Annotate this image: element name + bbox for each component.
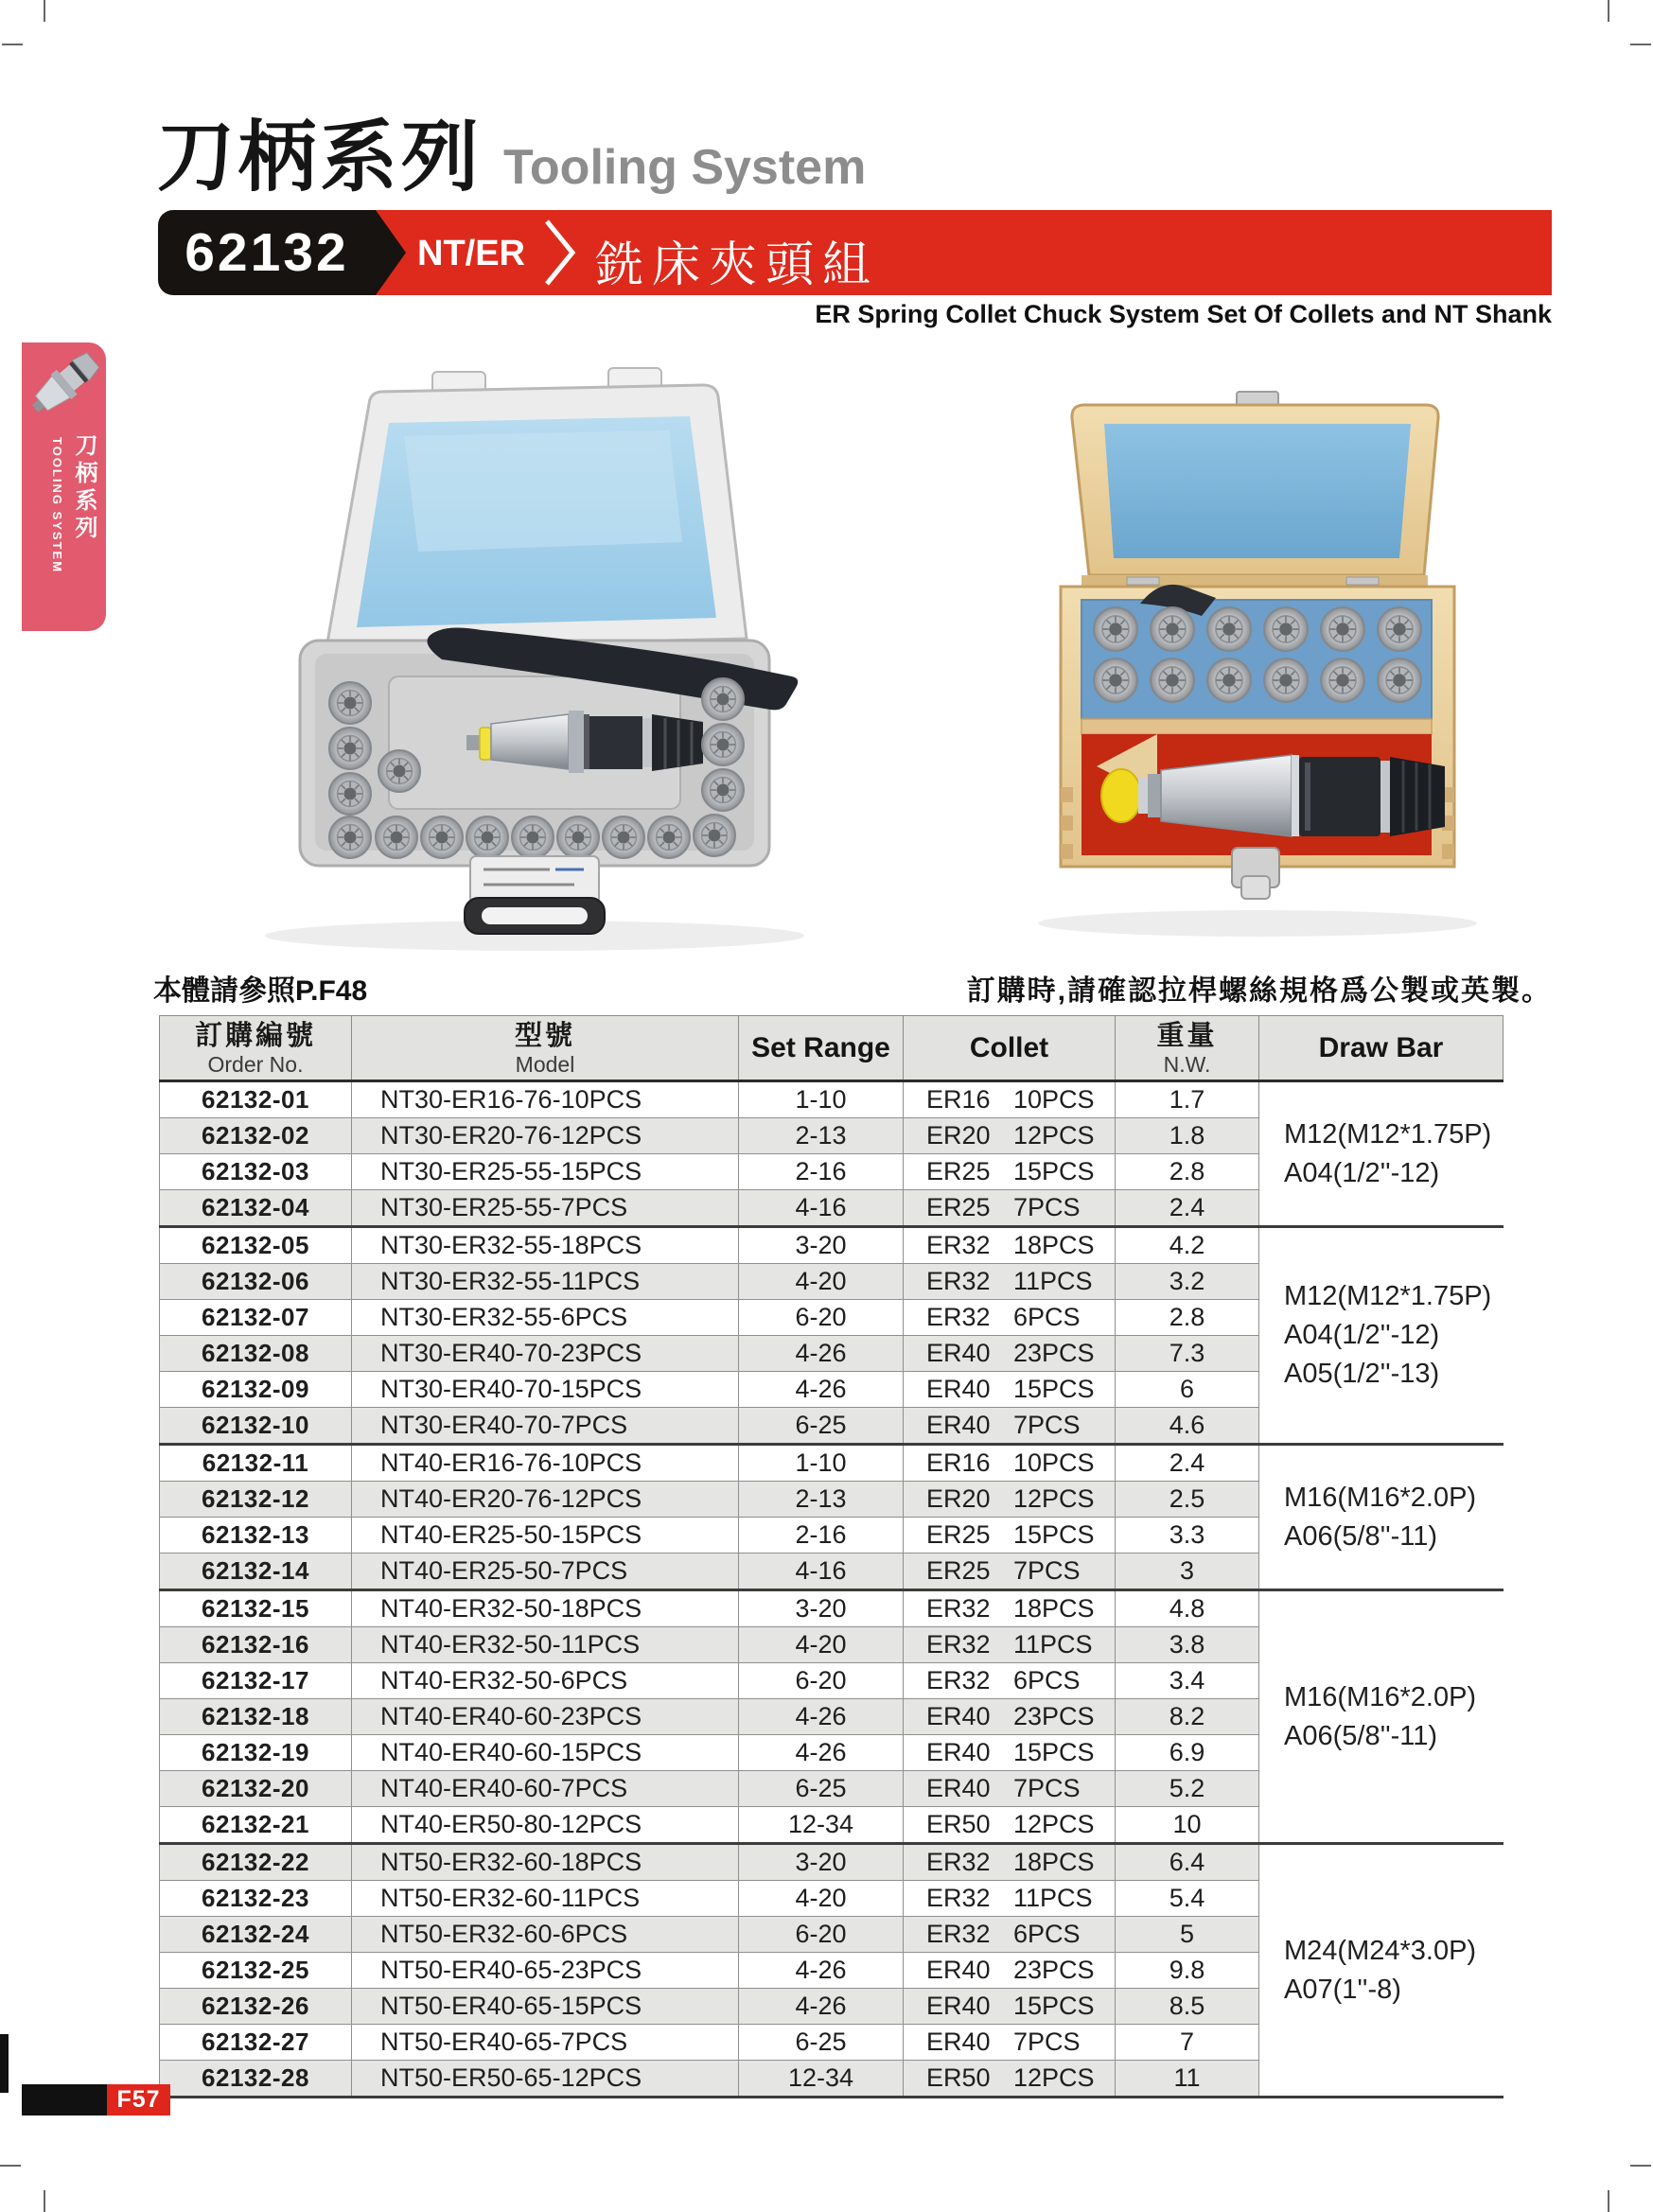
cell-nw: 3.8: [1116, 1627, 1259, 1663]
cell-model: NT50-ER32-60-6PCS: [352, 1917, 739, 1953]
cell-nw: 4.6: [1116, 1408, 1259, 1445]
cell-range: 6-25: [739, 2025, 904, 2061]
cell-order: 62132-27: [160, 2025, 352, 2061]
cell-model: NT40-ER40-60-23PCS: [352, 1699, 739, 1735]
cell-collet: ER32 11PCS: [904, 1627, 1116, 1663]
cell-order: 62132-18: [160, 1699, 352, 1735]
cell-collet: ER40 7PCS: [904, 1771, 1116, 1807]
cell-nw: 2.8: [1116, 1154, 1259, 1190]
cell-model: NT40-ER40-60-7PCS: [352, 1771, 739, 1807]
cell-collet: ER40 23PCS: [904, 1699, 1116, 1735]
cell-collet: ER25 15PCS: [904, 1518, 1116, 1554]
cell-nw: 6.9: [1116, 1735, 1259, 1771]
cell-collet: ER40 15PCS: [904, 1372, 1116, 1408]
cell-range: 4-26: [739, 1735, 904, 1771]
cell-range: 3-20: [739, 1844, 904, 1881]
cell-order: 62132-15: [160, 1590, 352, 1627]
cell-nw: 2.5: [1116, 1482, 1259, 1518]
cell-model: NT40-ER20-76-12PCS: [352, 1482, 739, 1518]
spec-table: [159, 1015, 1504, 2098]
sidebar-label-en: TOOLING SYSTEM: [50, 437, 64, 574]
cell-nw: 3: [1116, 1554, 1259, 1590]
badge-arrow-shape: [376, 210, 406, 295]
cell-model: NT30-ER25-55-7PCS: [352, 1190, 739, 1227]
cell-model: NT40-ER25-50-15PCS: [352, 1518, 739, 1554]
footer-page-badge: [22, 2084, 170, 2115]
note-body-reference: 本體請參照P.F48: [153, 975, 368, 1007]
cell-range: 2-16: [739, 1154, 904, 1190]
cell-nw: 6.4: [1116, 1844, 1259, 1881]
series-sidebar-tab: [22, 342, 106, 631]
cell-order: 62132-11: [160, 1445, 352, 1482]
cell-nw: 1.8: [1116, 1118, 1259, 1154]
col-header-nw: 重量 N.W.: [1116, 1016, 1259, 1081]
cell-order: 62132-06: [160, 1264, 352, 1300]
cell-range: 4-26: [739, 1336, 904, 1372]
cell-range: 4-20: [739, 1264, 904, 1300]
cell-range: 12-34: [739, 2061, 904, 2098]
cell-nw: 3.4: [1116, 1663, 1259, 1699]
photo-wooden-case-set: [998, 350, 1514, 951]
cell-model: NT30-ER40-70-23PCS: [352, 1336, 739, 1372]
cell-collet: ER25 15PCS: [904, 1154, 1116, 1190]
table-header-row: [160, 1016, 1504, 1081]
product-name-zh: 銑床夾頭組: [595, 237, 880, 291]
cell-model: NT40-ER50-80-12PCS: [352, 1807, 739, 1844]
cell-range: 1-10: [739, 1081, 904, 1118]
cell-nw: 7: [1116, 2025, 1259, 2061]
cell-range: 4-26: [739, 1699, 904, 1735]
cell-order: 62132-22: [160, 1844, 352, 1881]
toolholder-thumb-image: [26, 348, 103, 431]
cell-nw: 5.4: [1116, 1881, 1259, 1917]
cell-model: NT30-ER16-76-10PCS: [352, 1081, 739, 1118]
cell-collet: ER50 12PCS: [904, 1807, 1116, 1844]
table-row: [160, 1227, 1504, 1264]
cell-model: NT30-ER25-55-15PCS: [352, 1154, 739, 1190]
cell-collet: ER40 23PCS: [904, 1953, 1116, 1989]
cell-range: 6-20: [739, 1300, 904, 1336]
cell-range: 2-13: [739, 1118, 904, 1154]
cell-collet: ER25 7PCS: [904, 1554, 1116, 1590]
cell-order: 62132-09: [160, 1372, 352, 1408]
table-row: [160, 1445, 1504, 1482]
cell-order: 62132-16: [160, 1627, 352, 1663]
cell-range: 6-20: [739, 1917, 904, 1953]
cell-collet: ER32 11PCS: [904, 1881, 1116, 1917]
cell-nw: 5.2: [1116, 1771, 1259, 1807]
cell-model: NT50-ER40-65-23PCS: [352, 1953, 739, 1989]
crop-mark: [44, 0, 45, 22]
crop-mark: [1630, 2165, 1651, 2167]
chevron-right-icon: [543, 219, 577, 287]
cell-range: 2-13: [739, 1482, 904, 1518]
cell-range: 4-16: [739, 1554, 904, 1590]
cell-model: NT40-ER32-50-11PCS: [352, 1627, 739, 1663]
cell-model: NT40-ER32-50-18PCS: [352, 1590, 739, 1627]
cell-order: 62132-08: [160, 1336, 352, 1372]
page-header: [157, 114, 867, 201]
cell-order: 62132-05: [160, 1227, 352, 1264]
product-banner: [158, 210, 1552, 295]
cell-model: NT50-ER32-60-18PCS: [352, 1844, 739, 1881]
bleed-mark: [0, 2034, 9, 2093]
cell-nw: 7.3: [1116, 1336, 1259, 1372]
col-header-order-no: 訂購編號 Order No.: [160, 1016, 352, 1081]
cell-order: 62132-02: [160, 1118, 352, 1154]
cell-collet: ER16 10PCS: [904, 1445, 1116, 1482]
cell-nw: 8.2: [1116, 1699, 1259, 1735]
cell-model: NT30-ER20-76-12PCS: [352, 1118, 739, 1154]
table-row: [160, 1844, 1504, 1881]
cell-order: 62132-24: [160, 1917, 352, 1953]
cell-order: 62132-20: [160, 1771, 352, 1807]
note-drawbar-spec: 訂購時,請確認拉桿螺絲規格爲公製或英製。: [966, 975, 1552, 1007]
cell-collet: ER32 11PCS: [904, 1264, 1116, 1300]
cell-collet: ER32 6PCS: [904, 1300, 1116, 1336]
cell-order: 62132-23: [160, 1881, 352, 1917]
crop-mark: [2, 44, 23, 45]
cell-collet: ER32 6PCS: [904, 1663, 1116, 1699]
cell-draw-bar: M16(M16*2.0P) A06(5/8''-11): [1259, 1590, 1504, 1844]
cell-nw: 3.2: [1116, 1264, 1259, 1300]
cell-draw-bar: M24(M24*3.0P) A07(1''-8): [1259, 1844, 1504, 2098]
cell-nw: 2.8: [1116, 1300, 1259, 1336]
cell-order: 62132-28: [160, 2061, 352, 2098]
product-code: 62132: [185, 222, 349, 283]
product-subtitle-en: ER Spring Collet Chuck System Set Of Collets and NT Shank: [815, 300, 1552, 328]
cell-model: NT30-ER40-70-15PCS: [352, 1372, 739, 1408]
cell-draw-bar: M16(M16*2.0P) A06(5/8''-11): [1259, 1445, 1504, 1590]
cell-order: 62132-21: [160, 1807, 352, 1844]
cell-collet: ER32 18PCS: [904, 1590, 1116, 1627]
cell-order: 62132-19: [160, 1735, 352, 1771]
crop-mark: [1608, 2190, 1609, 2212]
product-code-badge: [158, 210, 376, 295]
cell-collet: ER32 6PCS: [904, 1917, 1116, 1953]
cell-model: NT30-ER40-70-7PCS: [352, 1408, 739, 1445]
cell-model: NT50-ER50-65-12PCS: [352, 2061, 739, 2098]
cell-range: 4-26: [739, 1989, 904, 2025]
cell-order: 62132-12: [160, 1482, 352, 1518]
footer-badge-black-bar: [22, 2084, 107, 2115]
cell-model: NT30-ER32-55-11PCS: [352, 1264, 739, 1300]
cell-collet: ER40 7PCS: [904, 2025, 1116, 2061]
cell-nw: 2.4: [1116, 1190, 1259, 1227]
crop-mark: [44, 2190, 45, 2212]
cell-range: 4-26: [739, 1953, 904, 1989]
cell-model: NT30-ER32-55-18PCS: [352, 1227, 739, 1264]
cell-range: 6-20: [739, 1663, 904, 1699]
cell-collet: ER40 7PCS: [904, 1408, 1116, 1445]
series-tag: NT/ER: [417, 234, 525, 273]
cell-order: 62132-04: [160, 1190, 352, 1227]
cell-order: 62132-13: [160, 1518, 352, 1554]
cell-nw: 9.8: [1116, 1953, 1259, 1989]
cell-collet: ER20 12PCS: [904, 1482, 1116, 1518]
cell-order: 62132-17: [160, 1663, 352, 1699]
cell-nw: 1.7: [1116, 1081, 1259, 1118]
photo-plastic-case-set: [194, 326, 866, 960]
cell-collet: ER32 18PCS: [904, 1227, 1116, 1264]
cell-model: NT40-ER32-50-6PCS: [352, 1663, 739, 1699]
cell-model: NT30-ER32-55-6PCS: [352, 1300, 739, 1336]
cell-collet: ER40 23PCS: [904, 1336, 1116, 1372]
cell-model: NT40-ER16-76-10PCS: [352, 1445, 739, 1482]
cell-model: NT40-ER25-50-7PCS: [352, 1554, 739, 1590]
crop-mark: [0, 2165, 21, 2167]
cell-order: 62132-03: [160, 1154, 352, 1190]
cell-nw: 8.5: [1116, 1989, 1259, 2025]
cell-model: NT50-ER40-65-7PCS: [352, 2025, 739, 2061]
cell-range: 4-16: [739, 1190, 904, 1227]
cell-range: 6-25: [739, 1408, 904, 1445]
cell-model: NT50-ER32-60-11PCS: [352, 1881, 739, 1917]
sidebar-label-zh: 刀柄系列: [71, 433, 97, 543]
col-header-collet: Collet: [904, 1016, 1116, 1081]
cell-model: NT40-ER40-60-15PCS: [352, 1735, 739, 1771]
footer-page-number: F57: [116, 2086, 161, 2113]
cell-nw: 4.8: [1116, 1590, 1259, 1627]
table-row: [160, 1590, 1504, 1627]
cell-collet: ER25 7PCS: [904, 1190, 1116, 1227]
col-header-model: 型號 Model: [352, 1016, 739, 1081]
cell-order: 62132-01: [160, 1081, 352, 1118]
cell-collet: ER40 15PCS: [904, 1989, 1116, 2025]
cell-model: NT50-ER40-65-15PCS: [352, 1989, 739, 2025]
cell-nw: 3.3: [1116, 1518, 1259, 1554]
cell-collet: ER20 12PCS: [904, 1118, 1116, 1154]
cell-range: 4-20: [739, 1627, 904, 1663]
cell-range: 4-26: [739, 1372, 904, 1408]
cell-range: 12-34: [739, 1807, 904, 1844]
cell-nw: 5: [1116, 1917, 1259, 1953]
cell-order: 62132-07: [160, 1300, 352, 1336]
cell-range: 3-20: [739, 1227, 904, 1264]
cell-collet: ER32 18PCS: [904, 1844, 1116, 1881]
cell-draw-bar: M12(M12*1.75P) A04(1/2''-12): [1259, 1081, 1504, 1227]
cell-order: 62132-14: [160, 1554, 352, 1590]
table-row: [160, 1081, 1504, 1118]
cell-nw: 6: [1116, 1372, 1259, 1408]
cell-nw: 4.2: [1116, 1227, 1259, 1264]
cell-range: 3-20: [739, 1590, 904, 1627]
crop-mark: [1630, 44, 1651, 45]
cell-range: 4-20: [739, 1881, 904, 1917]
cell-collet: ER16 10PCS: [904, 1081, 1116, 1118]
col-header-draw-bar: Draw Bar: [1259, 1016, 1504, 1081]
page-title-zh: 刀柄系列: [157, 114, 484, 201]
cell-collet: ER40 15PCS: [904, 1735, 1116, 1771]
cell-range: 6-25: [739, 1771, 904, 1807]
cell-order: 62132-10: [160, 1408, 352, 1445]
cell-order: 62132-25: [160, 1953, 352, 1989]
cell-nw: 10: [1116, 1807, 1259, 1844]
cell-range: 2-16: [739, 1518, 904, 1554]
footer-badge-red-tab: [107, 2084, 170, 2115]
crop-mark: [1608, 0, 1609, 22]
cell-nw: 11: [1116, 2061, 1259, 2098]
page-title-en: Tooling System: [503, 140, 867, 195]
cell-range: 1-10: [739, 1445, 904, 1482]
cell-draw-bar: M12(M12*1.75P) A04(1/2''-12) A05(1/2''-13): [1259, 1227, 1504, 1445]
col-header-set-range: Set Range: [739, 1016, 904, 1081]
cell-order: 62132-26: [160, 1989, 352, 2025]
cell-nw: 2.4: [1116, 1445, 1259, 1482]
cell-collet: ER50 12PCS: [904, 2061, 1116, 2098]
